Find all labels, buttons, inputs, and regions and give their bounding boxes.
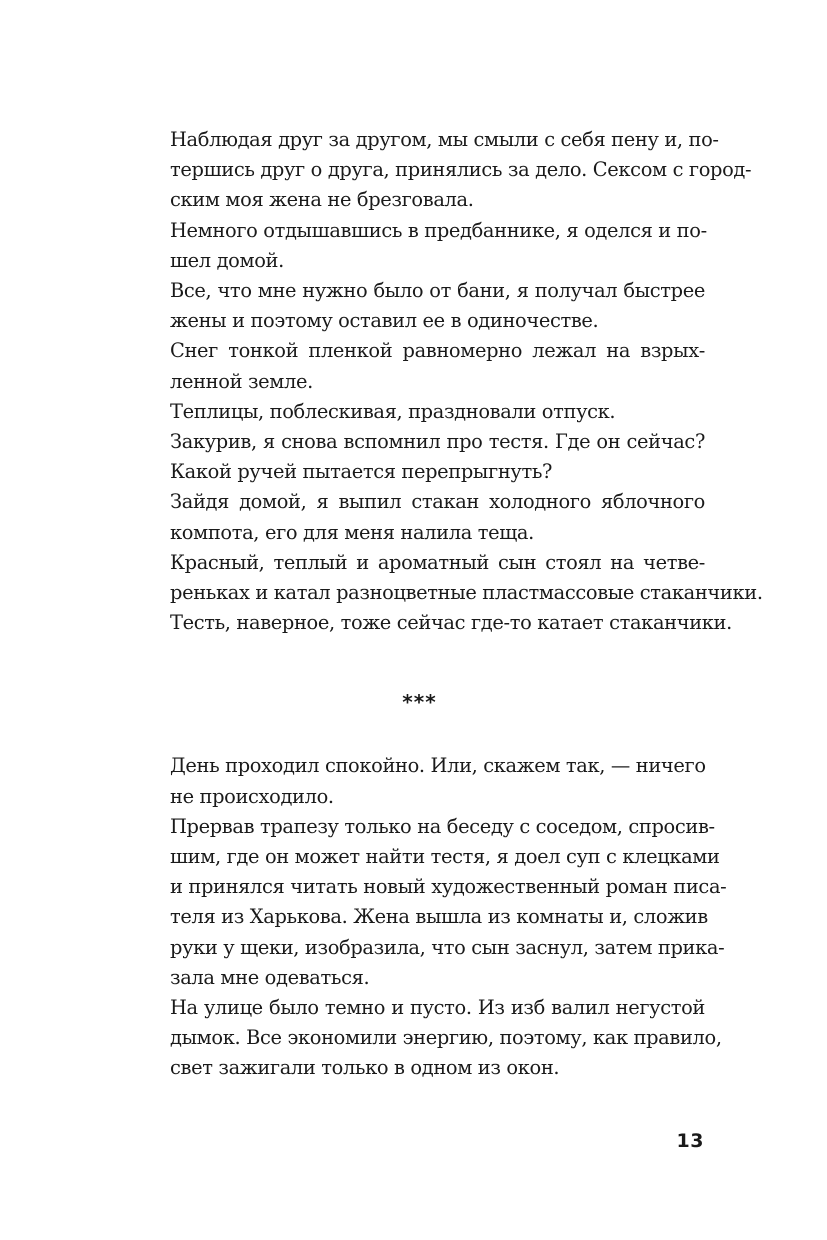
text-line: шел домой. [170,248,284,272]
text-line: День проходил спокойно. Или, скажем так, — ничего [170,754,706,778]
section-separator: *** [402,690,437,715]
text-line: ским моя жена не брезговала. [170,188,474,212]
text-line: руки у щеки, изобразила, что сын заснул, затем прика- [170,935,725,959]
paragraph [134,812,727,993]
text-line: Тесть, наверное, тоже сейчас где-то катает стаканчики. [170,611,732,635]
text-line: компота, его для меня налила теща. [170,520,534,544]
paragraph [134,993,722,1084]
text-line: На улице было темно и пусто. Из изб валил негустой [170,996,705,1020]
text-line: тершись друг о друга, принялись за дело. Сексом с город- [170,158,752,182]
text-line: жены и поэтому оставил ее в одиночестве. [170,309,599,333]
text-line: Красный, теплый и ароматный сын стоял на четве- [170,550,705,574]
page-number: 13 [676,1130,704,1152]
paragraph [134,548,763,608]
paragraph [134,336,705,396]
text-line: Снег тонкой пленкой равномерно лежал на взрых- [170,339,705,363]
paragraph [134,216,705,276]
paragraph [134,608,732,638]
text-line: свет зажигали только в одном из окон. [170,1056,560,1080]
text-line: дымок. Все экономили энергию, поэтому, как правило, [170,1026,722,1050]
paragraph [134,125,752,216]
text-line: Все, что мне нужно было от бани, я получал быстрее [170,279,705,303]
text-line: зала мне одеваться. [170,965,370,989]
text-line: Немного отдышавшись в предбаннике, я оделся и по- [170,218,707,242]
text-line: и принялся читать новый художественный роман писа- [170,875,727,899]
text-line: Теплицы, поблескивая, праздновали отпуск. [170,399,616,423]
paragraph [134,487,705,547]
text-line: Наблюдая друг за другом, мы смыли с себя пену и, по- [170,128,719,151]
text-line: Какой ручей пытается перепрыгнуть? [170,460,553,484]
paragraph [134,751,705,811]
text-line: ленной земле. [170,369,313,393]
spacer [134,638,705,687]
text-line: теля из Харькова. Жена вышла из комнаты и, сложив [170,905,708,929]
section-2 [134,751,727,1083]
text-line: Прервав трапезу только на беседу с соседом, спросив- [170,814,715,838]
text-line: шим, где он может найти тестя, я доел суп с клецками [170,845,720,869]
paragraph [134,427,705,487]
section-1 [134,125,763,638]
text-line: Зайдя домой, я выпил стакан холодного яблочного [170,490,705,514]
spacer [134,717,705,751]
paragraph [134,397,705,427]
text-line: реньках и катал разноцветные пластмассовые стаканчики. [170,581,763,605]
text-line: не происходило. [170,784,334,808]
paragraph [134,276,705,336]
book-page [134,125,763,1084]
text-line: Закурив, я снова вспомнил про тестя. Где он сейчас? [170,430,705,454]
